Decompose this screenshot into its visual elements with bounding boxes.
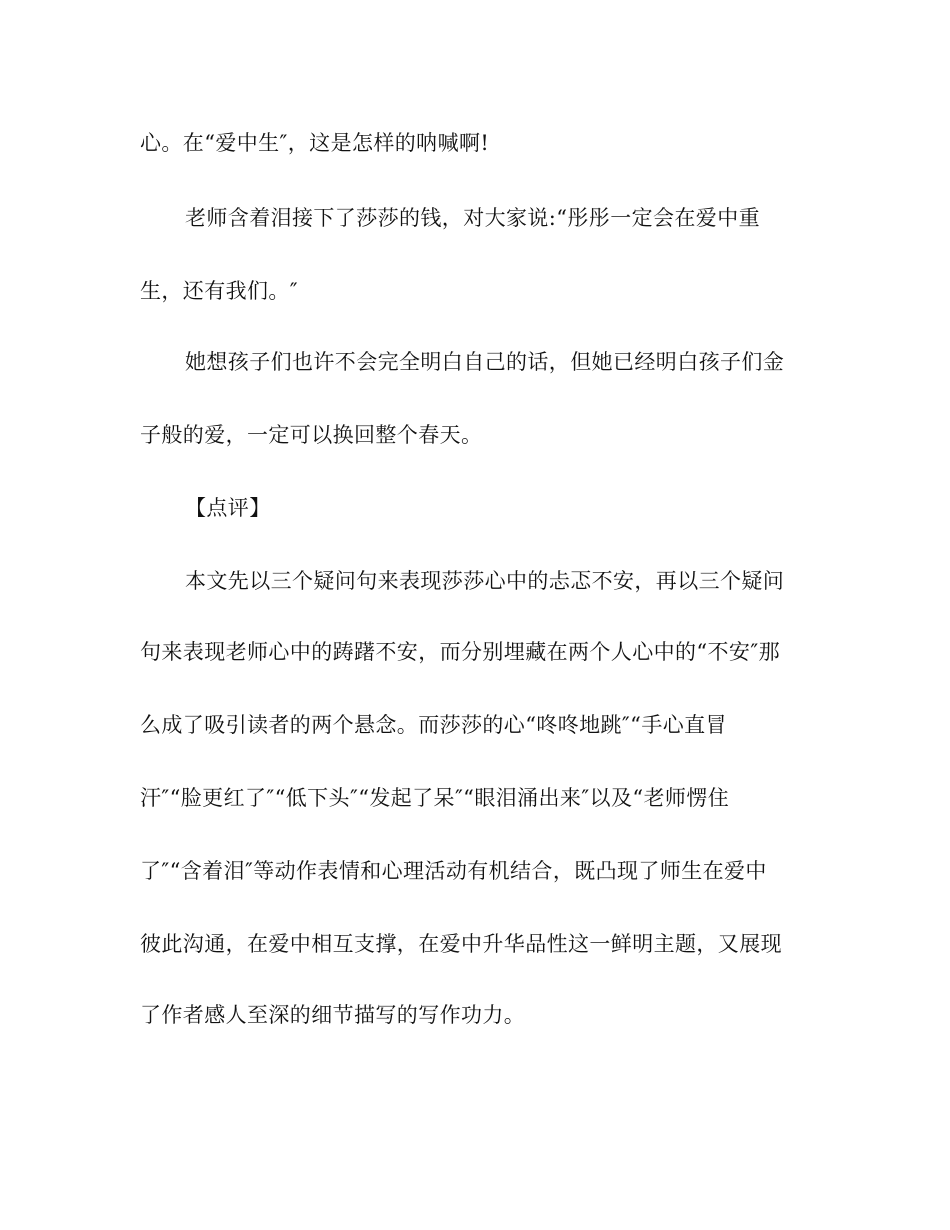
text-line-4: 她想孩子们也许不会完全明白自己的话，但她已经明白孩子们金: [185, 350, 785, 374]
text-line-8: 句来表现老师心中的踌躇不安，而分别埋藏在两个人心中的“不安″那: [140, 640, 780, 664]
text-line-7: 本文先以三个疑问句来表现莎莎心中的忐忑不安，再以三个疑问: [185, 569, 785, 593]
text-line-9: 么成了吸引读者的两个悬念。而莎莎的心“咚咚地跳″“手心直冒: [140, 713, 727, 737]
text-line-11: 了″“含着泪″等动作表情和心理活动有机结合，既凸现了师生在爱中: [140, 859, 767, 883]
section-heading-comment: 【点评】: [185, 496, 271, 520]
text-line-1: 心。在“爱中生″，这是怎样的呐喊啊!: [140, 131, 490, 155]
text-line-2: 老师含着泪接下了莎莎的钱，对大家说:“彤彤一定会在爱中重: [185, 206, 761, 230]
text-line-13: 了作者感人至深的细节描写的写作功力。: [140, 1003, 526, 1027]
text-line-5: 子般的爱，一定可以换回整个春天。: [140, 423, 483, 447]
text-line-3: 生，还有我们。″: [140, 279, 299, 303]
text-line-10: 汗″“脸更红了″“低下头″“发起了呆″“眼泪涌出来″以及“老师愣住: [140, 786, 730, 810]
text-line-12: 彼此沟通，在爱中相互支撑，在爱中升华品性这一鲜明主题，又展现: [140, 932, 782, 956]
